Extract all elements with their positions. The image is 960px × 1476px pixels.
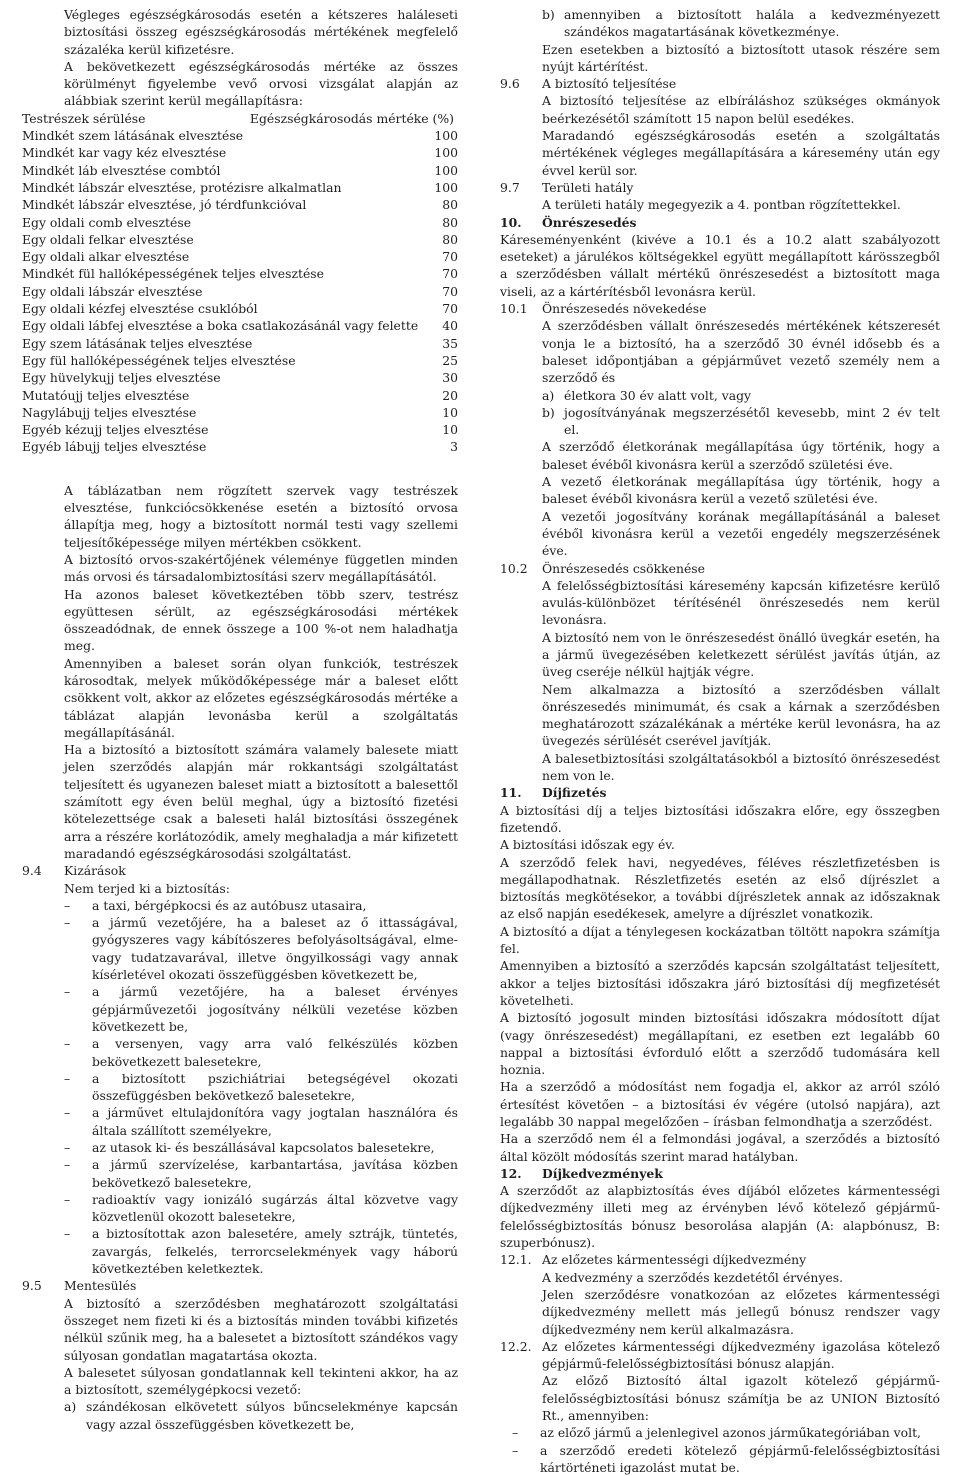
table-row xyxy=(22,300,458,317)
table-cell-body-part: Egyéb kézujj teljes elvesztése xyxy=(22,422,209,438)
list-item xyxy=(542,387,940,404)
table-cell-body-part: Mutatóujj teljes elvesztése xyxy=(22,387,190,403)
section-number: 9.6 xyxy=(500,76,520,92)
exemption-paragraph-1: A biztosító a szerződésben meghatározott szolgáltatási összeget nem fizeti ki és a biztosítás minden további kifizetés nélkül szűnik meg, ha a balesetet a biztosított szándékos vagy súlyosan gondatlan magatartása okozta. xyxy=(64,1295,458,1363)
table-cell-body-part: Mindkét láb elvesztése combtól xyxy=(22,162,221,178)
list-item xyxy=(22,1104,458,1139)
item-text: a járművet eltulajdonítóra vagy jogtalan használóra és általa szállított személyekre, xyxy=(92,1105,458,1138)
paragraph: A szerződő felek havi, negyedéves, féléves részletfizetésben is megállapodhatnak. Részletfizetés esetén az első díjrészlet a biztosítás megkötésekor, a további díjrészletek annak az időszaknak az első napján esedékesek, amelyre a díjrészlet vonatkozik. xyxy=(500,854,940,922)
item-text: életkora 30 év alatt volt, vagy xyxy=(564,387,752,403)
table-cell-percentage: 100 xyxy=(434,145,458,161)
section-10-2-heading xyxy=(500,560,940,577)
section-number: 12.1. xyxy=(500,1252,532,1268)
paragraph: Ha a biztosító a biztosított számára valamely balesete miatt jelen szerződés alapján már rokkantsági szolgáltatást teljesített és ugyanezen baleset miatt a biztosított a balesettől számított egy éven belül meghal, úgy a biztosító fizetési kötelezettsége csak a baleseti halál biztosítási összegének arra a részére korlátozódik, amely meghaladja a már kifizetett maradandó egészségkárosodási szolgáltatást. xyxy=(64,742,458,861)
dash-marker: – xyxy=(64,1036,71,1052)
table-cell-body-part: Egy oldali alkar elvesztése xyxy=(22,249,190,265)
item-text: a versenyen, vagy arra való felkészülés közben bekövetkezett balesetekre, xyxy=(92,1036,458,1069)
section-9-5-heading xyxy=(22,1277,458,1294)
section-9-4-body xyxy=(22,880,458,897)
paragraph: Amennyiben a baleset során olyan funkciók, testrészek károsodtak, melyek működőképessége már a baleset előtt csökkent volt, akkor az előzetes egészségkárosodás mértéke a táblázat alapján levonásba kerül a szolgáltatás megállapításánál. xyxy=(64,655,458,740)
table-cell-percentage: 10 xyxy=(442,404,458,420)
paragraph: Káreseményenként (kivéve a 10.1 és a 10.2 alatt szabályozott eseteket) a járulékos költségekkel együtt megállapított kárösszegből a szerződésben vállalt mértékű önrészesedést a biztosított maga viseli, az a kártérítésből levonásra kerül. xyxy=(500,231,940,299)
item-text: szándékosan elkövetett súlyos bűncselekménye kapcsán vagy azzal összefüggésben következett be, xyxy=(86,1399,458,1432)
table-cell-body-part: Mindkét szem látásának elvesztése xyxy=(22,128,244,144)
dash-marker: – xyxy=(64,1140,71,1155)
table-cell-percentage: 70 xyxy=(442,266,458,282)
table-cell-body-part: Egy oldali felkar elvesztése xyxy=(22,231,194,247)
dash-marker: – xyxy=(64,984,71,1000)
exemption-paragraph-2: A balesetet súlyosan gondatlannak kell tekinteni akkor, ha az a biztosított, személygépkocsi vezető: xyxy=(64,1364,458,1398)
section-10-2-body xyxy=(500,577,940,785)
paragraph: Az előző Biztosító által igazolt kötelező gépjármű-felelősségbiztosítási bónusz számítja be az UNION Biztosító Rt., amennyiben: xyxy=(542,1373,940,1424)
dash-marker: – xyxy=(64,1105,71,1121)
item-text: a jármű vezetőjére, ha a baleset az ő ittasságával, gyógyszeres vagy kábítószeres befolyásoltságával, elme- vagy tudatzavarával, illetve öngyilkossági vagy annak kísérletével okozati összefüggésben következett be, xyxy=(92,915,458,983)
section-12-2-body xyxy=(500,1372,940,1424)
damage-table xyxy=(22,127,458,456)
table-cell-body-part: Egy hüvelykujj teljes elvesztése xyxy=(22,370,221,386)
exclusions-intro: Nem terjed ki a biztosítás: xyxy=(64,880,230,896)
section-title: Önrészesedés xyxy=(542,214,637,230)
item-text: a biztosított pszichiátriai betegségével okozati összefüggésben bekövetkező balesetekre, xyxy=(92,1070,458,1104)
list-item xyxy=(22,983,458,1035)
table-header xyxy=(22,110,458,127)
paragraph: A biztosító teljesítése az elbíráláshoz szükséges okmányok beérkezésétől számított 15 napon belül esedékes. xyxy=(542,93,940,126)
item-text: a szerződő eredeti kötelező gépjármű-felelősségbiztosítási kártörténeti igazolást mutat be. xyxy=(540,1442,940,1475)
paragraph: A biztosító orvos-szakértőjének véleménye független minden más orvosi és társadalombiztosítási szerv megállapításától. xyxy=(64,551,458,585)
section-title: Önrészesedés csökkenése xyxy=(542,560,705,576)
paragraph: A biztosító nem von le önrészesedést önálló üvegkár esetén, ha a jármű üvegezésében keletkezett sérülést javítás útján, az üveg cseréje nélkül hajtják végre. xyxy=(542,629,940,680)
item-text: a jármű vezetőjére, ha a baleset érvényes gépjárművezetői jogosítvány nélküli vezetése közben következett be, xyxy=(92,984,458,1034)
section-number: 10.2 xyxy=(500,560,528,576)
intro-block xyxy=(22,6,458,110)
section-number: 9.4 xyxy=(22,863,42,879)
table-row xyxy=(22,248,458,265)
table-cell-percentage: 25 xyxy=(442,352,458,368)
paragraph: A vezető életkorának megállapítása úgy történik, hogy a baleset évéből kivonásra kerül a vezető születési éve. xyxy=(542,474,940,507)
dash-marker: – xyxy=(64,1226,71,1242)
paragraph: A szerződő életkorának megállapítása úgy történik, hogy a baleset évéből kivonásra kerül a szerződő születési éve. xyxy=(542,439,940,472)
paragraph: A biztosító a díjat a ténylegesen kockázatban töltött napokra számítja fel. xyxy=(500,923,940,957)
item-text: jogosítványának megszerzésétől kevesebb, mint 2 év telt el. xyxy=(564,404,940,438)
item-label: a) xyxy=(542,387,555,403)
list-item xyxy=(22,1139,458,1156)
table-row xyxy=(22,231,458,248)
section-title: Kizárások xyxy=(64,863,126,879)
table-cell-percentage: 40 xyxy=(442,318,458,334)
list-item xyxy=(22,1070,458,1105)
section-9-4-heading xyxy=(22,862,458,879)
paragraph: Amennyiben a biztosító a szerződés kapcsán szolgáltatást teljesített, akkor a teljes biztosítási időszakra járó biztosítási díj megfizetését követelheti. xyxy=(500,958,940,1008)
table-cell-body-part: Egyéb lábujj teljes elvesztése xyxy=(22,439,207,455)
left-paragraphs xyxy=(22,482,458,863)
section-number: 9.5 xyxy=(22,1278,42,1294)
paragraph: A biztosító jogosult minden biztosítási időszakra módosított díjat (vagy önrészesedést) megállapítani, ez esetben ezt legalább 60 nappal a biztosítási évforduló előtt a szerződő tudomására kell hoznia. xyxy=(500,1010,940,1078)
table-cell-body-part: Mindkét kar vagy kéz elvesztése xyxy=(22,145,227,161)
table-cell-body-part: Egy oldali comb elvesztése xyxy=(22,214,192,230)
table-row xyxy=(22,369,458,386)
table-row xyxy=(22,144,458,161)
section-title: A biztosító teljesítése xyxy=(542,76,677,92)
list-item xyxy=(542,6,940,41)
continued-paragraph: Ezen esetekben a biztosító a biztosított utasok részére sem nyújt kártérítést. xyxy=(542,41,940,74)
list-item xyxy=(22,914,458,983)
section-number: 11. xyxy=(500,785,522,801)
section-title: Díjkedvezmények xyxy=(542,1165,663,1181)
table-row xyxy=(22,265,458,282)
dash-marker: – xyxy=(64,1191,71,1207)
section-9-7-heading xyxy=(500,179,940,196)
paragraph: Ha a szerződő nem él a felmondási jogával, a szerződés a biztosító által közölt módosítás szerint marad hatályban. xyxy=(500,1131,940,1164)
section-11-heading xyxy=(500,784,940,801)
right-column xyxy=(500,6,940,1476)
item-label: b) xyxy=(542,404,555,420)
section-title: Az előzetes kármentességi díjkedvezmény igazolása kötelező gépjármű-felelősségbiztosítási bónusz alapján. xyxy=(542,1338,940,1372)
paragraph: A szerződőt az alapbiztosítás éves díjából előzetes kármentességi díjkedvezmény illeti meg az érvényben lévő kötelező gépjármű-felelősségbiztosítás bónusz besorolása alapján (A: alapbónusz, B: szuperbónusz). xyxy=(500,1183,940,1251)
intro-paragraph-2: A bekövetkezett egészségkárosodás mértéke az összes körülményt figyelembe vevő orvosi vizsgálat alapján az alábbiak szerint kerül megállapításra: xyxy=(64,58,458,109)
table-row xyxy=(22,438,458,455)
dash-marker: – xyxy=(64,1070,71,1086)
table-row xyxy=(22,179,458,196)
table-row xyxy=(22,335,458,352)
paragraph: A területi hatály megegyezik a 4. pontban rögzítettekkel. xyxy=(542,197,901,213)
item-text: a biztosítottak azon balesetére, amely sztrájk, tüntetés, zavargás, felkelés, terrorcselekmények vagy háború következtében keletkeztek. xyxy=(92,1226,458,1277)
table-cell-body-part: Mindkét fül hallóképességének teljes elvesztése xyxy=(22,266,324,282)
paragraph: A vezetői jogosítvány korának megállapításánál a baleset évéből kivonásra kerül a vezetői engedély megszerzésének éve. xyxy=(542,508,940,559)
table-row xyxy=(22,196,458,213)
table-cell-body-part: Egy szem látásának teljes elvesztése xyxy=(22,335,253,351)
table-row xyxy=(22,387,458,404)
dash-marker: – xyxy=(512,1425,519,1441)
paragraph: A táblázatban nem rögzített szervek vagy testrészek elvesztése, funkciócsökkenése esetén a biztosító orvosa állapítja meg, hogy a biztosított normál testi vagy szellemi teljesítőképessége milyen mértékben csökkent. xyxy=(64,482,458,550)
item-text: radioaktív vagy ionizáló sugárzás által közvetve vagy közvetlenül okozott balesetekre, xyxy=(92,1191,458,1225)
section-10-heading xyxy=(500,214,940,231)
table-cell-percentage: 3 xyxy=(450,439,458,455)
section-number: 12. xyxy=(500,1165,522,1181)
section-9-6-heading xyxy=(500,75,940,92)
item-label: b) xyxy=(542,7,555,22)
left-column xyxy=(22,6,458,1433)
dash-marker: – xyxy=(512,1442,519,1458)
table-row xyxy=(22,283,458,300)
section-12-2-list xyxy=(500,1424,940,1476)
table-cell-body-part: Mindkét lábszár elvesztése, jó térdfunkcióval xyxy=(22,197,307,213)
section-10-1-heading xyxy=(500,300,940,317)
dash-marker: – xyxy=(64,915,71,931)
table-row xyxy=(22,127,458,144)
table-cell-percentage: 70 xyxy=(442,301,458,317)
item-text: az utasok ki- és beszállásával kapcsolatos balesetekre, xyxy=(92,1140,435,1155)
list-item xyxy=(64,1398,458,1433)
section-title: Területi hatály xyxy=(542,179,634,195)
paragraph: Ha azonos baleset következtében több szerv, testrész együttesen sérült, az egészségkárosodási mértékek összeadódnak, de ennek összege a 100 %-ot nem haladhatja meg. xyxy=(64,586,458,654)
list-item xyxy=(22,1035,458,1070)
table-row xyxy=(22,214,458,231)
list-item xyxy=(22,897,458,914)
list-item xyxy=(22,1156,458,1191)
paragraph: A szerződésben vállalt önrészesedés mértékének kétszeresét vonja le a biztosító, ha a szerződő 30 évnél idősebb és a baleset időpontjában a gépjárművet vezető személy nem a szerződő és xyxy=(542,318,940,386)
table-row xyxy=(22,317,458,334)
section-number: 12.2. xyxy=(500,1338,532,1354)
paragraph: A biztosítási díj a teljes biztosítási időszakra előre, egy összegben fizetendő. xyxy=(500,802,940,835)
section-title: Az előzetes kármentességi díjkedvezmény xyxy=(542,1252,807,1268)
dash-marker: – xyxy=(64,897,71,913)
table-cell-percentage: 80 xyxy=(442,214,458,230)
table-cell-body-part: Mindkét lábszár elvesztése, protézisre alkalmatlan xyxy=(22,179,342,195)
table-row xyxy=(22,404,458,421)
table-cell-percentage: 100 xyxy=(434,162,458,178)
paragraph: A biztosítási időszak egy év. xyxy=(500,837,675,853)
list-item xyxy=(542,404,940,439)
dash-marker: – xyxy=(64,1157,71,1173)
exclusion-list xyxy=(22,897,458,1278)
paragraph: Ha a szerződő a módosítást nem fogadja el, akkor az arról szóló értesítést követően – a biztosítási év végére (utolsó napjára), azt legalább 30 nappal megelőzően – írásban felmondhatja a szerződést. xyxy=(500,1079,940,1129)
table-header-body-part: Testrészek sérülése xyxy=(22,110,146,126)
section-number: 9.7 xyxy=(500,179,520,195)
table-cell-percentage: 10 xyxy=(442,422,458,438)
section-12-1-heading xyxy=(500,1251,940,1268)
table-cell-percentage: 100 xyxy=(434,179,458,195)
item-text: amennyiben a biztosított halála a kedvezményezett szándékos magatartásának következménye. xyxy=(564,7,940,40)
item-text: az előző jármű a jelenlegivel azonos járműkategóriában volt, xyxy=(540,1425,921,1441)
paragraph: Jelen szerződésre vonatkozóan az előzetes kármentességi díjkedvezmény mellett más jellegű bónusz rendszer vagy díjkedvezmény nem kerül alkalmazásra. xyxy=(542,1286,940,1337)
table-cell-percentage: 30 xyxy=(442,370,458,386)
section-number: 10. xyxy=(500,214,522,230)
paragraph: A felelősségbiztosítási káresemény kapcsán kifizetésre kerülő avulás-különbözet térítésénél önrészesedés nem kerül levonásra. xyxy=(542,577,940,628)
table-cell-body-part: Egy fül hallóképességének teljes elvesztése xyxy=(22,352,296,368)
table-cell-body-part: Egy oldali kézfej elvesztése csuklóból xyxy=(22,301,258,317)
table-cell-body-part: Egy oldali lábfej elvesztése a boka csatlakozásánál vagy felette xyxy=(22,318,419,334)
intro-paragraph-1: Végleges egészségkárosodás esetén a kétszeres haláleseti biztosítási összeg egészségkárosodás mértékének megfelelő százaléka kerül kifizetésre. xyxy=(64,7,458,57)
table-cell-percentage: 20 xyxy=(442,387,458,403)
section-9-7-body xyxy=(500,196,940,213)
item-label: a) xyxy=(64,1399,77,1415)
continued-block xyxy=(500,6,940,75)
table-cell-percentage: 100 xyxy=(434,128,458,144)
list-item xyxy=(22,1225,458,1277)
section-number: 10.1 xyxy=(500,301,528,317)
table-row xyxy=(22,162,458,179)
table-cell-percentage: 70 xyxy=(442,283,458,299)
table-cell-body-part: Egy oldali lábszár elvesztése xyxy=(22,283,203,299)
section-12-1-body xyxy=(500,1269,940,1338)
section-9-5-body xyxy=(22,1295,458,1433)
paragraph: A balesetbiztosítási szolgáltatásokból a biztosító önrészesedést nem von le. xyxy=(542,750,940,784)
list-item xyxy=(500,1424,940,1441)
list-item xyxy=(22,1191,458,1226)
table-header-damage: Egészségkárosodás mértéke (%) xyxy=(249,110,454,126)
table-cell-percentage: 35 xyxy=(442,335,458,351)
item-text: a taxi, bérgépkocsi és az autóbusz utasaira, xyxy=(92,897,367,913)
section-title: Mentesülés xyxy=(64,1278,137,1294)
section-title: Díjfizetés xyxy=(542,785,607,801)
paragraph: Maradandó egészségkárosodás esetén a szolgáltatás mértékének végleges megállapítására a káresemény után egy évvel kerül sor. xyxy=(542,128,940,178)
table-cell-percentage: 70 xyxy=(442,249,458,265)
section-10-1-body xyxy=(500,317,940,559)
table-cell-percentage: 80 xyxy=(442,197,458,213)
paragraph: Nem alkalmazza a biztosító a szerződésben vállalt önrészesedés minimumát, és csak a kárnak a szerződésben meghatározott százalékának a mértéke kerül levonásra, ha az üvegezés sérülését cserével javítják. xyxy=(542,681,940,749)
section-12-2-heading xyxy=(500,1338,940,1373)
section-9-6-body xyxy=(500,92,940,178)
section-title: Önrészesedés növekedése xyxy=(542,301,707,317)
section-12-heading xyxy=(500,1165,940,1182)
table-row xyxy=(22,421,458,438)
list-item xyxy=(500,1442,940,1476)
item-text: a jármű szervízelése, karbantartása, javítása közben bekövetkező balesetekre, xyxy=(92,1157,458,1190)
table-cell-percentage: 80 xyxy=(442,231,458,247)
section-11-body xyxy=(500,802,940,1165)
table-cell-body-part: Nagylábujj teljes elvesztése xyxy=(22,404,197,420)
table-row xyxy=(22,352,458,369)
paragraph: A kedvezmény a szerződés kezdetétől érvényes. xyxy=(542,1269,844,1285)
